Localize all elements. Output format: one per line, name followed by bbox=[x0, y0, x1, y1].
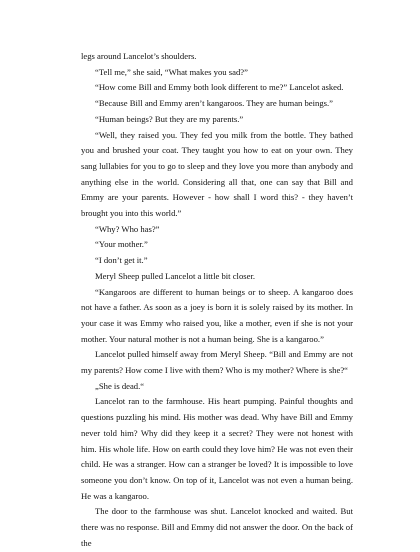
paragraph: Lancelot pulled himself away from Meryl Sheep. “Bill and Emmy are not my parents? How come I live with them? Who is my mother? Where is she?“ bbox=[81, 349, 353, 376]
paragraph: “I don’t get it.” bbox=[95, 255, 148, 266]
paragraph: “Well, they raised you. They fed you milk from the bottle. They bathed you and brushed your coat. They taught you how to eat on your own. They sang lullabies for you to go to sleep and they love you more than anybody and anything else in the world. Considering all that, one can say that Bill and Emmy are your parents. However - how shall I word this? - they haven’t brought you into this world.” bbox=[81, 129, 353, 219]
paragraph: Meryl Sheep pulled Lancelot a little bit closer. bbox=[95, 270, 255, 281]
paragraph: legs around Lancelot’s shoulders. bbox=[81, 51, 197, 61]
body-text bbox=[81, 49, 353, 552]
paragraph: “Why? Who has?” bbox=[95, 223, 160, 234]
paragraph: “How come Bill and Emmy both look different to me?” Lancelot asked. bbox=[95, 82, 344, 93]
paragraph: “Human beings? But they are my parents.” bbox=[95, 113, 244, 124]
paragraph: “Tell me,” she said, “What makes you sad?” bbox=[95, 66, 248, 77]
paragraph: “Kangaroos are different to human beings or to sheep. A kangaroo does not have a father. As soon as a joey is born it is solely raised by its mother. In your case it was Emmy who raised you, like a mother, even if she is not your mother. Your natural mother is not a human being. She is a kangaroo.” bbox=[81, 286, 353, 344]
paragraph: “Your mother.” bbox=[95, 239, 148, 250]
paragraph: „She is dead.“ bbox=[95, 380, 145, 391]
paragraph: The door to the farmhouse was shut. Lancelot knocked and waited. But there was no response. Bill and Emmy did not answer the door. On the back of the bbox=[81, 506, 353, 548]
paragraph: “Because Bill and Emmy aren’t kangaroos. They are human beings.” bbox=[95, 98, 333, 109]
paragraph: Lancelot ran to the farmhouse. His heart pumping. Painful thoughts and questions puzzling his mind. His mother was dead. Why have Bill and Emmy never told him? Why did they keep it a secret? They were not honest with him. His whole life. How on earth could they love him? He was not even their child. He was a stranger. How can a stranger be loved? It is impossible to love someone you don’t know. On top of it, Lancelot was not even a human being. He was a kangaroo. bbox=[81, 396, 353, 501]
